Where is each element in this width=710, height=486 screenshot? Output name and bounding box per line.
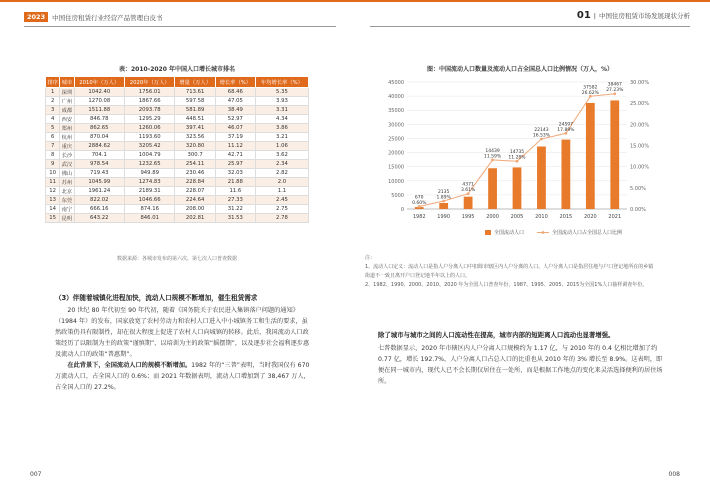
table-cell: 7 [46,142,60,151]
x-tick-label: 2021 [608,214,622,220]
legend-line-label: 全国流动人口占全国总人口比例 [552,230,623,236]
table-cell: 1270.08 [74,97,124,106]
table-cell: 42.71 [215,151,255,160]
note-2: 2、1982、1990、2000、2010、2020 年为全国人口普查年份，1987、1995、2005、2015为全国1%人口抽样调查年份。 [365,282,648,288]
table-header-cell: 排序 [46,77,60,88]
table-cell: 21.88 [215,178,255,187]
table-cell: 1274.83 [125,178,175,187]
table-cell: 874.16 [125,205,175,214]
bar-data-label: 22143 [534,128,549,134]
table-cell: 广州 [60,97,74,106]
table-cell: 6 [46,133,60,142]
y-right-tick-label: 15.00% [630,143,650,150]
bar-data-label: 14439 [485,148,500,154]
bar-data-label: 14735 [509,150,525,156]
table-cell: 704.1 [74,151,124,160]
table-cell: 3.86 [255,124,308,133]
ratio-data-label: 1.89% [436,195,451,201]
page-number-left: 007 [30,471,42,478]
y-right-tick-label: 0.00% [630,207,646,213]
table-cell: 西安 [60,115,74,124]
table-cell: 1867.66 [125,97,175,106]
table-caption: 表：2010-2020 年中国人口增长城市排名 [119,66,235,73]
table-cell: 47.05 [215,97,255,106]
year-badge: 2023 [24,12,48,22]
table-cell: 719.43 [74,169,124,178]
table-cell: 深圳 [60,88,74,97]
table-cell: 11.12 [215,142,255,151]
table-row [46,133,309,142]
chart-title: 图：中国流动人口数量及流动人口占全国总人口比例情况（万人，%） [426,66,613,73]
ratio-data-label: 26.62% [581,90,599,96]
table-cell: 320.80 [175,142,215,151]
table-cell: 228.07 [175,187,215,196]
right-header-rule [370,26,690,27]
table-cell: 南宁 [60,205,74,214]
table-cell: 成都 [60,106,74,115]
table-cell: 46.07 [215,124,255,133]
table-cell: 5 [46,124,60,133]
table-cell: 1193.60 [125,133,175,142]
migrant-population-chart [365,74,665,252]
y-left-tick-label: 30000 [388,122,404,129]
x-tick-label: 1990 [437,214,451,220]
bar [439,203,448,209]
table-cell: 31.22 [215,205,255,214]
table-cell: 2884.62 [74,142,124,151]
y-left-tick-label: 25000 [388,136,404,143]
table-cell: 长沙 [60,151,74,160]
table-cell: 1.06 [255,142,308,151]
table-cell: 448.51 [175,115,215,124]
table-row [46,97,309,106]
table-row [46,196,309,205]
paragraph-policy: 20 世纪 80 年代初至 90 年代初，随着《国务院关于农民进入集镇落户问题的通知》（1984 年）的发布，国家放宽了农村劳动力和农村人口进入中小城镇务工和生活的要求，虽然政策仍具有限制性，却在很大程度上促进了农村人口向城镇的转移。此后，我国流动人口政策经历了以限制为主的政策“谨慎期”、以培训为主的政策“摇摆期”，以及逐步社会福利逐步惠及流动人口的政策“普惠期”。 [55,307,310,358]
left-body-text [55,305,312,393]
chart-notes [365,254,655,290]
bar [513,167,522,209]
table-cell: 1 [46,88,60,97]
table-cell: 1042.40 [74,88,124,97]
table-header-cell: 2020年（万人） [125,77,175,88]
right-header-title: 中国住房租赁市场发展现状分析 [599,12,690,20]
table-cell: 1004.79 [125,151,175,160]
table-cell: 2.34 [255,160,308,169]
section-heading: （3）伴随着城镇化进程加快，流动人口规模不断增加，催生租赁需求 [55,294,258,302]
table-row [46,106,309,115]
right-body-text [378,343,668,387]
table-cell: 978.54 [74,160,124,169]
bar [561,140,570,209]
table-cell: 东莞 [60,196,74,205]
table-cell: 11 [46,178,60,187]
right-section-heading: 除了城市与城市之间的人口流动性在提高，城市内部的短距离人口流动也显著增强。 [378,331,615,339]
y-right-tick-label: 30.00% [630,80,650,86]
y-left-tick-label: 35000 [388,108,404,115]
y-left-tick-label: 40000 [388,94,404,101]
table-cell: 597.58 [175,97,215,106]
table-cell: 14 [46,205,60,214]
table-header-cell: 增量（万人） [175,77,215,88]
table-cell: 1260.06 [125,124,175,133]
table-row [46,124,309,133]
table-cell: 27.33 [215,196,255,205]
table-cell: 2.82 [255,169,308,178]
table-cell: 228.84 [175,178,215,187]
bar [586,103,595,209]
table-cell: 230.46 [175,169,215,178]
table-cell: 31.53 [215,214,255,223]
table-cell: 52.97 [215,115,255,124]
table-cell: 苏州 [60,178,74,187]
table-cell: 68.46 [215,88,255,97]
table-cell: 3.31 [255,106,308,115]
bar-data-label: 4371 [462,182,474,188]
y-left-tick-label: 10000 [388,178,404,185]
bar [610,100,619,209]
ratio-data-label: 16.53% [532,133,551,139]
note-1: 1、流动人口定义：流动人口是指人户分离人口中扣除市辖区内人户分离的人口。人户分离人口是指居住地与户口登记地所在的乡镇街道不一致且离开户口登记地半年以上的人口。 [365,264,654,279]
table-cell: 1511.88 [74,106,124,115]
table-cell: 208.00 [175,205,215,214]
table-row [46,187,309,196]
table-cell: 32.03 [215,169,255,178]
table-cell: 581.89 [175,106,215,115]
table-cell: 224.64 [175,196,215,205]
table-cell: 10 [46,169,60,178]
table-row [46,88,309,97]
x-tick-label: 2010 [535,214,548,220]
y-left-tick-label: 0 [400,207,404,213]
chapter-number: 01 [576,10,591,21]
table-cell: 2.78 [255,214,308,223]
table-cell: 4 [46,115,60,124]
table-row [46,205,309,214]
bar [464,197,473,209]
table-cell: 2 [46,97,60,106]
table-cell: 11.6 [215,187,255,196]
table-cell: 2189.31 [125,187,175,196]
table-row [46,214,309,223]
table-header-cell: 城市 [60,77,74,88]
bar-data-label: 670 [414,195,424,201]
table-cell: 2.0 [255,178,308,187]
left-header [24,12,163,22]
paragraph-scale [55,360,312,393]
table-cell: 3.62 [255,151,308,160]
y-right-tick-label: 5.00% [630,185,646,192]
table-cell: 1045.99 [74,178,124,187]
table-cell: 713.61 [175,88,215,97]
ratio-data-label: 3.61% [460,188,476,194]
table-cell: 323.56 [175,133,215,142]
table-cell: 2.45 [255,196,308,205]
ratio-data-label: 0.60% [412,200,427,206]
bar [537,147,546,209]
table-cell: 254.11 [175,160,215,169]
ratio-data-label: 11.28% [508,155,526,161]
table-header-cell: 增长率（%） [215,77,255,88]
legend-bar-swatch [485,230,491,235]
bar-data-label: 2135 [437,189,450,195]
right-header: 01 | 中国住房租赁市场发展现状分析 [576,10,690,21]
table-cell: 3.21 [255,133,308,142]
table-cell: 1046.66 [125,196,175,205]
table-cell: 1961.24 [74,187,124,196]
table-cell: 5.35 [255,88,308,97]
table-row [46,160,309,169]
table-cell: 2.75 [255,205,308,214]
table-row [46,169,309,178]
paragraph-scale-lead: 在此背景下，全国流动人口的规模不断增加。 [67,362,192,369]
paragraph-scale-body: 1982 年的“三普”表明，当时我国仅有 670 万流动人口，占全国人口的 0.6%；而 2021 年数据表明，流动人口增加到了 38,467 万人，占全国人口的 27.2%。 [55,362,310,391]
table-cell: 郑州 [60,124,74,133]
y-right-tick-label: 10.00% [630,164,650,171]
y-right-tick-label: 25.00% [630,101,650,108]
table-cell: 杭州 [60,133,74,142]
city-growth-table [45,76,309,223]
table-cell: 佛山 [60,169,74,178]
paragraph-census: 七普数据显示，2020 年市辖区内人户分离人口规模约为 1.17 亿，与 2010 年的 0.4 亿相比增加了约 0.77 亿，增长 192.7%，人户分离人口占总人口的比重也从 2010 年的 3% 增长至 8.9%。这表明，即便在同一城市内，现代人已不会长期仅居住在一处所，而是根据工作地点的变化来灵活选择便利的居住场所。 [378,345,663,385]
table-header-row [46,77,309,88]
y-right-tick-label: 20.00% [630,122,650,129]
table-cell: 3.93 [255,97,308,106]
table-cell: 12 [46,187,60,196]
table-cell: 300.7 [175,151,215,160]
table-cell: 37.19 [215,133,255,142]
table-cell: 862.65 [74,124,124,133]
x-tick-label: 2005 [510,214,524,220]
table-cell: 9 [46,160,60,169]
table-cell: 38.49 [215,106,255,115]
table-row [46,115,309,124]
table-header-cell: 年均增长率（%） [255,77,308,88]
table-cell: 1232.65 [125,160,175,169]
table-cell: 昆明 [60,214,74,223]
table-cell: 4.34 [255,115,308,124]
y-left-tick-label: 20000 [388,150,404,157]
ratio-data-label: 27.23% [606,88,624,94]
x-tick-label: 1982 [412,214,426,220]
bar-data-label: 37582 [583,85,598,91]
table-source: 数据来源：各城市发布的第六次、第七次人口普查数据 [116,256,237,262]
top-accent-bar [0,0,710,2]
table-cell: 822.02 [74,196,124,205]
table-header-cell: 2010年（万人） [74,77,124,88]
legend-bar-label: 全国流动人口 [494,230,525,236]
table-cell: 13 [46,196,60,205]
left-header-title: 中国住房租赁行业经营产品管理白皮书 [52,13,163,22]
page-number-right: 008 [668,471,680,478]
notes-title: 注： [365,255,376,261]
table-cell: 846.78 [74,115,124,124]
table-cell: 8 [46,151,60,160]
table-cell: 1.1 [255,187,308,196]
table-cell: 1756.01 [125,88,175,97]
table-cell: 北京 [60,187,74,196]
table-row [46,142,309,151]
table-row [46,151,309,160]
table-cell: 武汉 [60,160,74,169]
table-cell: 1295.29 [125,115,175,124]
table-cell: 重庆 [60,142,74,151]
table-row [46,178,309,187]
x-tick-label: 2015 [559,214,573,220]
table-cell: 3205.42 [125,142,175,151]
table-cell: 202.81 [175,214,215,223]
x-tick-label: 2020 [583,214,597,220]
y-left-tick-label: 45000 [388,80,404,86]
table-cell: 397.41 [175,124,215,133]
ratio-data-label: 17.89% [557,127,575,133]
ratio-data-label: 11.59% [483,154,502,160]
bar-data-label: 24597 [558,122,574,128]
table-cell: 949.89 [125,169,175,178]
x-tick-label: 1995 [461,214,475,220]
table-cell: 2093.78 [125,106,175,115]
legend-line-marker [542,231,545,234]
bar [488,168,497,209]
left-header-rule [24,26,336,27]
y-left-tick-label: 15000 [388,164,404,171]
table-cell: 666.16 [74,205,124,214]
table-cell: 870.04 [74,133,124,142]
y-left-tick-label: 5000 [391,192,404,199]
table-cell: 25.97 [215,160,255,169]
table-cell: 15 [46,214,60,223]
table-cell: 643.22 [74,214,124,223]
x-tick-label: 2000 [486,214,499,220]
table-cell: 846.01 [125,214,175,223]
bar-data-label: 38467 [607,82,622,88]
table-cell: 3 [46,106,60,115]
